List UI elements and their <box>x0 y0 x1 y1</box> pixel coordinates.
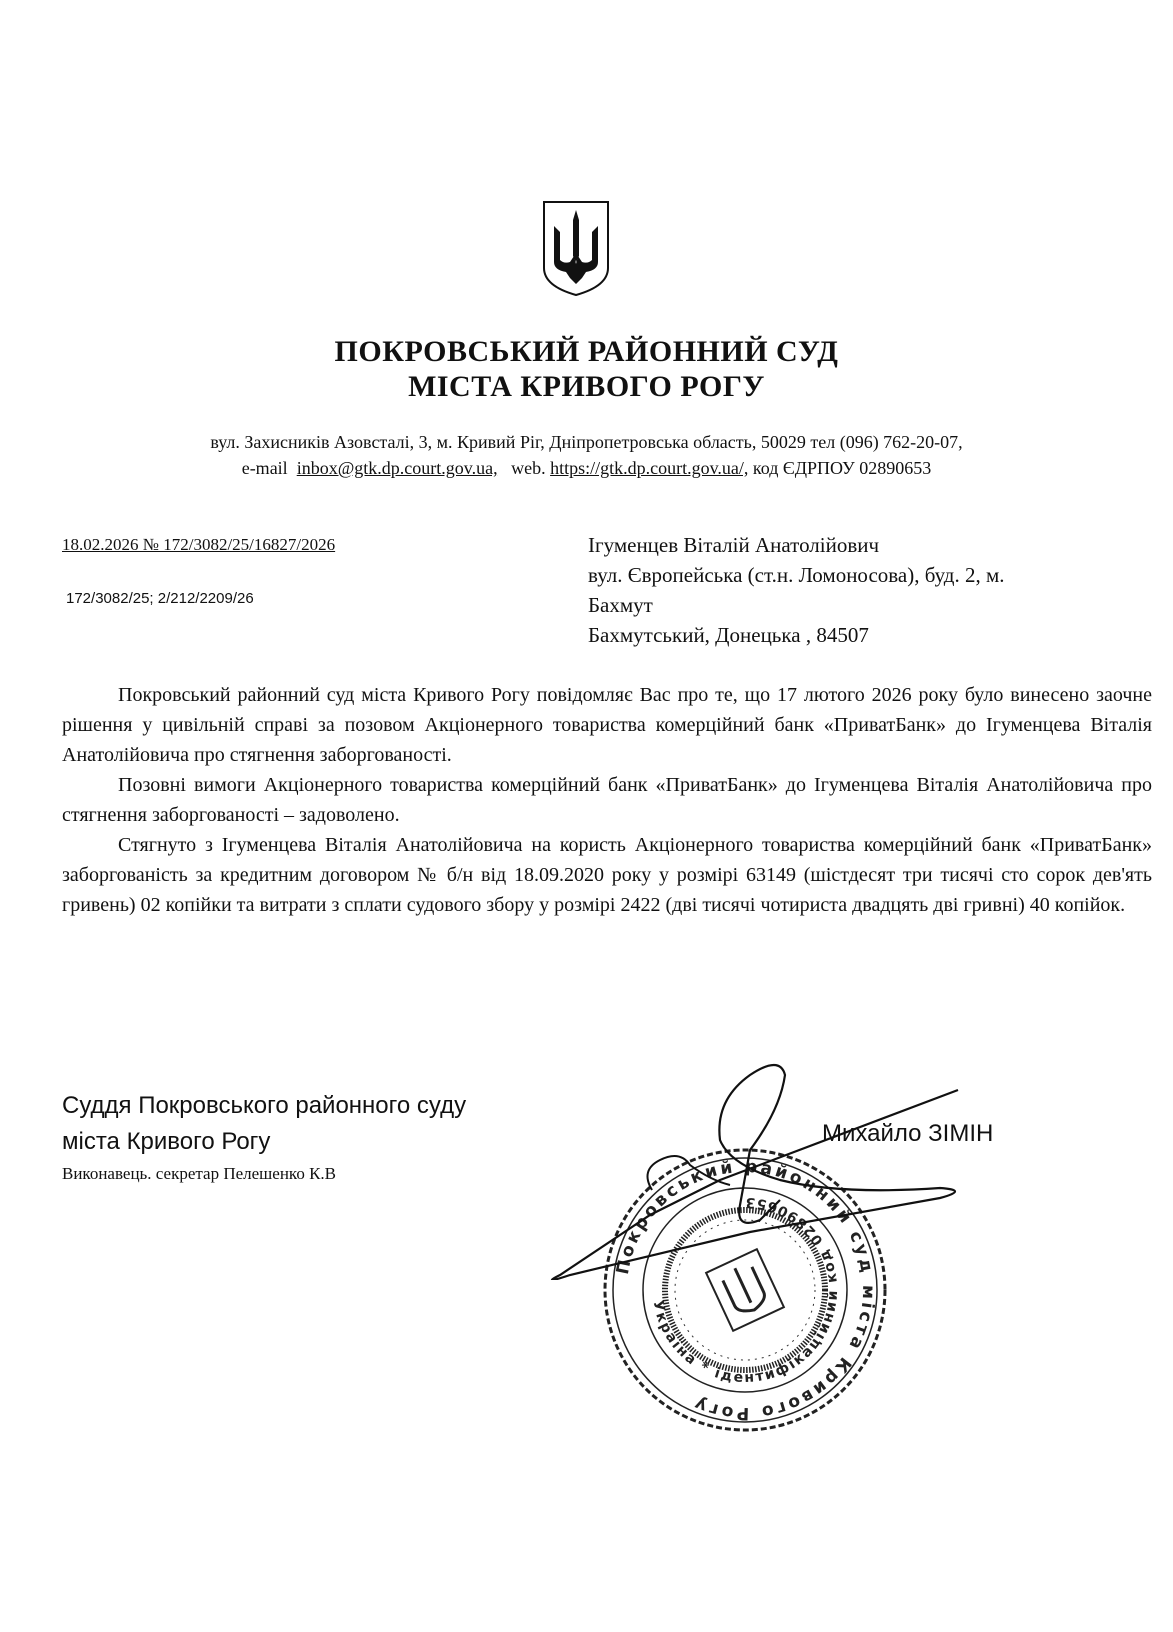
recipient-address-line1: вул. Європейська (ст.н. Ломоносова), буд. 2, м. <box>588 563 1005 587</box>
paragraph-claims-satisfied: Позовні вимоги Акціонерного товариства комерційний банк «ПриватБанк» до Ігуменцева Віталія Анатолійовича про стягнення заборгованості – задоволено. <box>62 774 1152 826</box>
web-link[interactable]: https://gtk.dp.court.gov.ua/, <box>550 458 749 478</box>
paragraph-decision: Покровський районний суд міста Кривого Рогу повідомляє Вас про те, що 17 лютого 2026 року було винесено заочне рішення у цивільній справі за позовом Акціонерного товариства комерційний банк «ПриватБанк» до Ігуменцева Віталія Анатолійовича про стягнення заборгованості. <box>62 684 1152 766</box>
svg-text:Покровський районний суд міста: Покровський районний суд міста Кривого Рогу <box>612 1156 879 1424</box>
executor-line: Виконавець. секретар Пелешенко К.В <box>62 1164 336 1183</box>
court-name-line2: МІСТА КРИВОГО РОГУ <box>408 370 765 403</box>
court-address: вул. Захисників Азовсталі, 3, м. Кривий Ріг, Дніпропетровська область, 50029 тел (096) 762-20-07, <box>210 432 963 452</box>
email-link[interactable]: inbox@gtk.dp.court.gov.ua, <box>296 458 498 478</box>
trident-coat-of-arms-icon <box>540 198 612 298</box>
paragraph-amount-recovered: Стягнуто з Ігуменцева Віталія Анатолійовича на користь Акціонерного товариства комерційний банк «ПриватБанк» заборгованість за кредитним договором № б/н від 18.09.2020 року у розмірі 63149 (шістдесят три тисячі сто сорок дев'ять гривень) 02 копійки та витрати з сплати судового збору у розмірі 2422 (дві тисячі чотириста двадцять дві гривні) 40 копійок. <box>62 834 1152 916</box>
case-numbers: 172/3082/25; 2/212/2209/26 <box>66 590 254 607</box>
court-name-line1: ПОКРОВСЬКИЙ РАЙОННИЙ СУД <box>334 335 839 368</box>
notice-body <box>62 680 1152 920</box>
recipient-address-line3: Бахмутський, Донецька , 84507 <box>588 623 869 647</box>
svg-text:Україна * ідентифікаційний код: Україна * ідентифікаційний код 02890653 <box>649 1193 842 1387</box>
judge-title-line1: Суддя Покровського районного суду <box>62 1092 467 1119</box>
outgoing-number: 18.02.2026 № 172/3082/25/16827/2026 <box>62 535 336 554</box>
recipient-address-line2: Бахмут <box>588 593 653 617</box>
email-label: e-mail <box>241 458 288 478</box>
judge-signature <box>540 1040 1060 1280</box>
recipient-name: Ігуменцев Віталій Анатолійович <box>588 533 880 557</box>
judge-title <box>62 1088 466 1160</box>
web-label: web. <box>511 458 546 478</box>
judge-name: Михайло ЗІМІН <box>822 1120 994 1147</box>
edrpou-code: код ЄДРПОУ 02890653 <box>752 458 932 478</box>
court-contacts <box>0 458 1173 479</box>
recipient-block <box>588 530 1005 650</box>
judge-title-line2: міста Кривого Рогу <box>62 1128 271 1155</box>
